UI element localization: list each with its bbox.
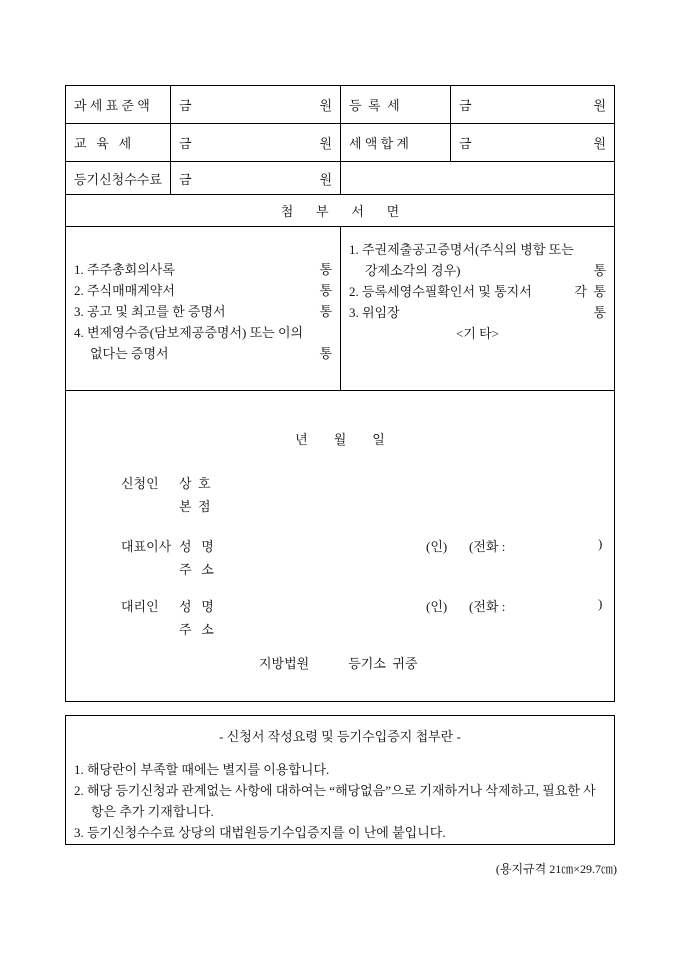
agent-phone-close: ) xyxy=(598,596,603,611)
attachment-item xyxy=(349,239,606,281)
registration-tax-value xyxy=(451,86,614,123)
amount-prefix: 금 xyxy=(179,171,192,187)
taxable-amount-value xyxy=(171,86,341,123)
amount-unit: 원 xyxy=(319,98,332,113)
registration-fee-value xyxy=(171,162,341,194)
education-tax-value xyxy=(171,124,341,161)
attachment-item-unit: 통 xyxy=(319,304,332,319)
attachment-item xyxy=(74,301,332,322)
attachment-item xyxy=(349,281,606,302)
amount-prefix: 금 xyxy=(459,98,472,113)
amount-prefix: 금 xyxy=(179,136,192,151)
attachments-right-list xyxy=(341,227,614,390)
attachment-item-text: 3. 위임장 xyxy=(349,305,400,320)
attachment-item-text: 2. 등록세영수필확인서 및 통지서 xyxy=(349,284,532,299)
registration-form-box xyxy=(65,85,615,702)
tax-row-2 xyxy=(66,124,614,162)
agent-label: 대리인 xyxy=(121,599,159,614)
agent-name-label: 성 명 xyxy=(179,599,214,614)
education-tax-label: 교 육 세 xyxy=(66,124,171,161)
agent-phone-label: (전화 : xyxy=(469,599,506,614)
attachments-left-list xyxy=(66,227,341,390)
agent-address-label: 주 소 xyxy=(179,622,214,637)
registration-tax-label: 등 록 세 xyxy=(341,86,451,123)
attachment-item xyxy=(74,280,332,301)
ceo-address-label: 주 소 xyxy=(179,562,214,577)
attachment-item xyxy=(74,259,332,280)
amount-unit: 원 xyxy=(319,171,332,187)
attachment-item-unit: 통 xyxy=(319,283,332,298)
signature-section xyxy=(66,391,614,701)
attachment-item-text: 4. 변제영수증(담보제공증명서) 또는 이의없다는 증명서 xyxy=(74,325,304,361)
amount-unit: 원 xyxy=(319,136,332,151)
agent-seal-label: (인) xyxy=(426,599,448,614)
attachments-title: 첨 부 서 면 xyxy=(66,195,614,227)
etc-label: <기 타> xyxy=(455,326,500,341)
empty-cell xyxy=(341,162,614,194)
notes-box xyxy=(65,715,615,845)
attachment-item xyxy=(349,302,606,323)
attachment-item-unit: 통 xyxy=(319,262,332,277)
attachment-item-unit: 통 xyxy=(319,346,332,361)
attachment-item-unit: 각 통 xyxy=(574,284,606,299)
ceo-phone-label: (전화 : xyxy=(469,539,506,554)
attachment-item-text: 3. 공고 및 최고를 한 증명서 xyxy=(74,304,226,319)
total-tax-value xyxy=(451,124,614,161)
amount-prefix: 금 xyxy=(459,136,472,151)
paper-size-note: (용지규격 21㎝×29.7㎝) xyxy=(495,862,617,876)
attachment-item-unit: 통 xyxy=(593,263,606,278)
note-item: 3. 등기신청수수료 상당의 대법원등기수입증지를 이 난에 붙입니다. xyxy=(74,825,446,840)
head-office-label: 본 점 xyxy=(179,499,211,514)
date-line: 년 월 일 xyxy=(295,432,385,447)
tax-row-1 xyxy=(66,86,614,124)
attachments-section xyxy=(66,227,614,391)
note-item: 1. 해당란이 부족할 때에는 별지를 이용합니다. xyxy=(74,762,330,777)
ceo-name-label: 성 명 xyxy=(179,539,214,554)
registration-fee-label: 등기신청수수료 xyxy=(66,162,171,194)
tax-row-3 xyxy=(66,162,614,195)
total-tax-label: 세 액 합 계 xyxy=(341,124,451,161)
attachment-item-text: 1. 주주총회의사록 xyxy=(74,262,175,277)
notes-title: - 신청서 작성요령 및 등기수입증지 첩부란 - xyxy=(219,729,461,744)
attachment-item-text: 1. 주권제출공고증명서(주식의 병합 또는 강제소각의 경우) xyxy=(349,242,574,278)
attachment-item xyxy=(74,322,332,364)
applicant-label: 신청인 xyxy=(121,476,159,491)
amount-prefix: 금 xyxy=(179,98,192,113)
ceo-label: 대표이사 xyxy=(121,539,172,554)
ceo-seal-label: (인) xyxy=(426,539,448,554)
amount-unit: 원 xyxy=(593,98,606,113)
note-item: 2. 해당 등기신청과 관계없는 사항에 대하여는 “해당없음”으로 기재하거나 삭제하고, 필요한 사항은 추가 기재합니다. xyxy=(74,783,596,819)
attachment-item-text: 2. 주식매매계약서 xyxy=(74,283,175,298)
trade-name-label: 상 호 xyxy=(179,476,211,491)
ceo-phone-close: ) xyxy=(598,536,603,551)
court-line: 지방법원 등기소 귀중 xyxy=(259,656,418,671)
amount-unit: 원 xyxy=(593,136,606,151)
attachment-item-unit: 통 xyxy=(593,305,606,320)
taxable-amount-label: 과 세 표 준 액 xyxy=(66,86,171,123)
